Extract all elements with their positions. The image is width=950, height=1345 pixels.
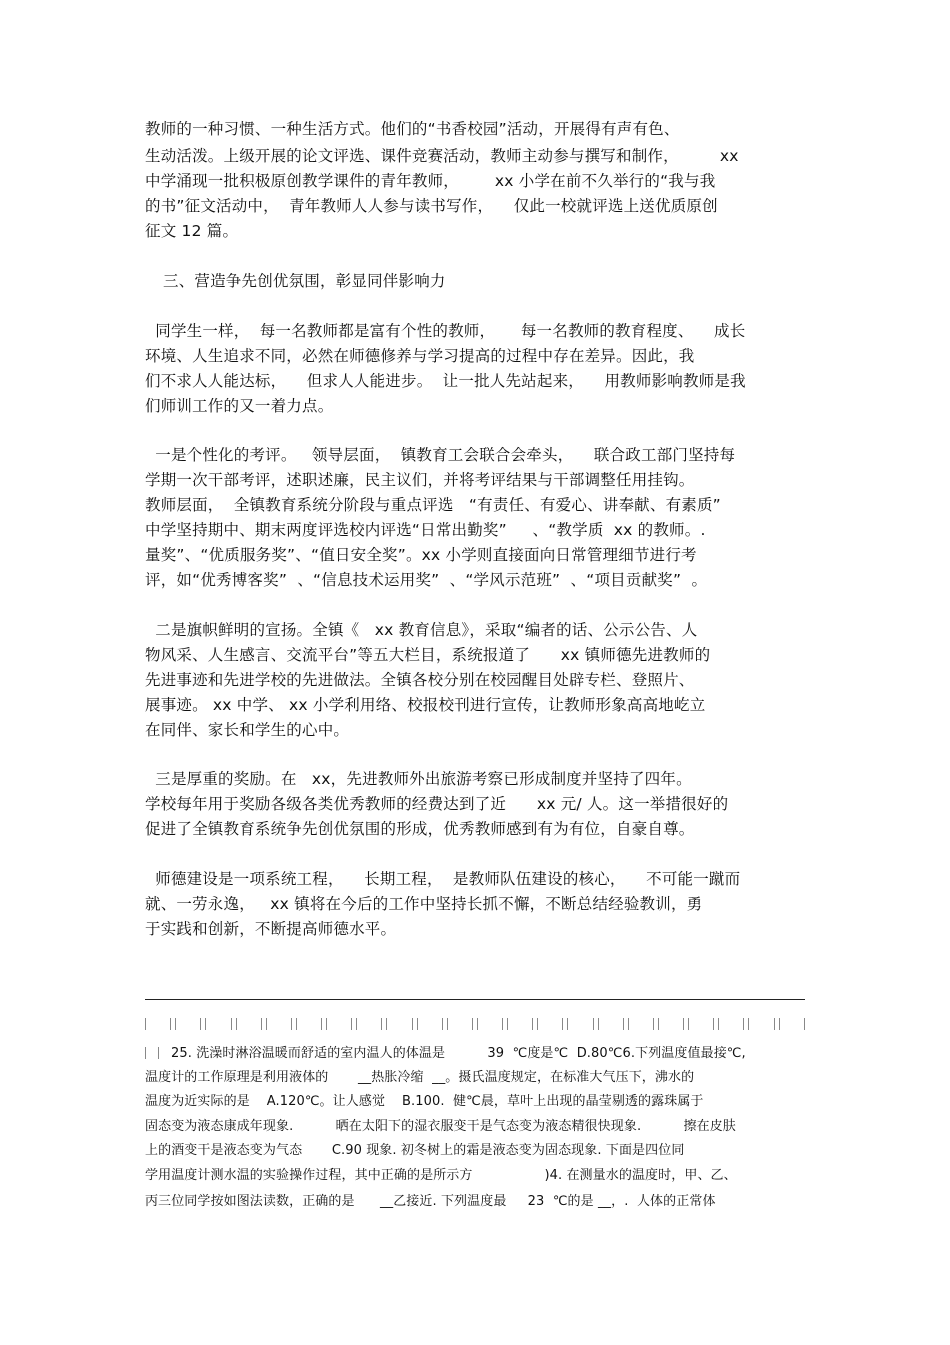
paragraph-3-line-6: 评，如“优秀博客奖” 、“信息技术运用奖” 、“学风示范班” 、“项目贡献奖” 。 xyxy=(145,571,708,589)
paragraph-3-line-5: 量奖”、“优质服务奖”、“值日安全奖”。xx 小学则直接面向日常管理细节进行考 xyxy=(145,546,697,564)
paragraph-5-line-2: 学校每年用于奖励各级各类优秀教师的经费达到了近 xx 元/ 人。这一举措很好的 xyxy=(145,795,729,813)
paragraph-5-line-3: 促进了全镇教育系统争先创优氛围的形成，优秀教师感到有为有位，自豪自尊。 xyxy=(145,820,695,838)
paragraph-3-line-3: 教师层面， 全镇教育系统分阶段与重点评选 “有责任、有爱心、讲奉献、有素质” xyxy=(145,496,721,514)
footer-line-1: 25. 洗澡时淋浴温暖而舒适的室内温人的体温是 39 ℃度是℃ D.80℃6.下列温度值最接℃, xyxy=(171,1046,746,1061)
tick-mark xyxy=(472,1018,478,1030)
tick-mark xyxy=(804,1018,805,1030)
paragraph-4-line-2: 物风采、人生感言、交流平台”等五大栏目，系统报道了 xx 镇师德先进教师的 xyxy=(145,646,711,664)
footer-divider xyxy=(145,999,805,1000)
tick-mark xyxy=(653,1018,659,1030)
tick-mark xyxy=(145,1047,146,1059)
paragraph-2-line-3: 们不求人人能达标， 但求人人能进步。 让一批人先站起来， 用教师影响教师是我 xyxy=(145,372,746,390)
paragraph-6-line-1: 师德建设是一项系统工程， 长期工程， 是教师队伍建设的核心， 不可能一蹴而 xyxy=(145,870,741,888)
tick-mark xyxy=(200,1018,206,1030)
tick-mark xyxy=(774,1018,780,1030)
tick-mark xyxy=(158,1047,159,1059)
tick-mark xyxy=(231,1018,237,1030)
tick-mark xyxy=(623,1018,629,1030)
tick-mark xyxy=(321,1018,327,1030)
paragraph-6-line-3: 于实践和创新，不断提高师德水平。 xyxy=(145,920,397,938)
paragraph-1-line-3: 中学涌现一批积极原创教学课件的青年教师， xx 小学在前不久举行的“我与我 xyxy=(145,172,716,190)
tick-mark xyxy=(291,1018,297,1030)
paragraph-4-line-1: 二是旗帜鲜明的宣扬。全镇《 xx 教育信息》，采取“编者的话、公示公告、人 xyxy=(145,621,698,639)
tick-mark xyxy=(261,1018,267,1030)
tick-mark xyxy=(713,1018,719,1030)
footer-line-7: 丙三位同学按如图法读数，正确的是 __乙接近. 下列温度最 23 ℃的是 __，. 人体的正常体 xyxy=(145,1194,716,1209)
footer-line-5: 上的酒变干是液态变为气态 C.90 现象. 初冬树上的霜是液态变为固态现象. 下面是四位同 xyxy=(145,1143,685,1158)
footer-line-2: 温度计的工作原理是利用液体的 __热胀冷缩 __。摄氏温度规定，在标准大气压下，沸水的 xyxy=(145,1070,695,1085)
paragraph-4-line-5: 在同伴、家长和学生的心中。 xyxy=(145,721,350,739)
paragraph-3-line-1: 一是个性化的考评。 领导层面， 镇教育工会联合会牵头， 联合政工部门坚持每 xyxy=(145,446,736,464)
paragraph-4-line-4: 展事迹。 xx 中学、 xx 小学利用络、校报校刊进行宣传，让教师形象高高地屹立 xyxy=(145,696,706,714)
section-heading-3: 三、营造争先创优氛围，彰显同伴影响力 xyxy=(163,272,446,290)
footer-line-3: 温度为近实际的是 A.120℃。让人感觉 B.100. 健℃晨，草叶上出现的晶莹剔透的露珠属于 xyxy=(145,1094,704,1109)
paragraph-1-line-1: 教师的一种习惯、一种生活方式。他们的“书香校园”活动，开展得有声有色、 xyxy=(145,120,680,138)
tick-strip xyxy=(145,1018,805,1032)
footer-line-6: 学用温度计测水温的实验操作过程，其中正确的是所示方 )4. 在测量水的温度时，甲、乙、 xyxy=(145,1168,737,1183)
tick-mark xyxy=(562,1018,568,1030)
tick-mark xyxy=(442,1018,448,1030)
tick-mark xyxy=(743,1018,749,1030)
paragraph-6-line-2: 就、一劳永逸， xx 镇将在今后的工作中坚持长抓不懈，不断总结经验教训，勇 xyxy=(145,895,703,913)
paragraph-1-line-2: 生动活泼。上级开展的论文评选、课件竞赛活动，教师主动参与撰写和制作， xx xyxy=(145,147,739,165)
paragraph-1-line-4: 的书”征文活动中， 青年教师人人参与读书写作， 仅此一校就评选上送优质原创 xyxy=(145,197,718,215)
tick-mark xyxy=(381,1018,387,1030)
tick-mark xyxy=(170,1018,176,1030)
paragraph-2-line-2: 环境、人生追求不同，必然在师德修养与学习提高的过程中存在差异。因此，我 xyxy=(145,347,695,365)
paragraph-2-line-1: 同学生一样， 每一名教师都是富有个性的教师， 每一名教师的教育程度、 成长 xyxy=(145,322,746,340)
paragraph-3-line-2: 学期一次干部考评，述职述廉，民主议们，并将考评结果与干部调整任用挂钩。 xyxy=(145,471,695,489)
tick-mark xyxy=(593,1018,599,1030)
paragraph-2-line-4: 们师训工作的又一着力点。 xyxy=(145,397,334,415)
footer-line-4: 固态变为液态康成年现象. 晒在太阳下的湿衣服变干是气态变为液态精很快现象. 擦在皮肤 xyxy=(145,1119,736,1134)
paragraph-3-line-4: 中学坚持期中、期末两度评选校内评选“日常出勤奖” 、“教学质 xx 的教师。. xyxy=(145,521,706,539)
tick-mark xyxy=(532,1018,538,1030)
paragraph-4-line-3: 先进事迹和先进学校的先进做法。全镇各校分别在校园醒目处辟专栏、登照片、 xyxy=(145,671,695,689)
tick-mark xyxy=(412,1018,418,1030)
paragraph-5-line-1: 三是厚重的奖励。在 xx，先进教师外出旅游考察已形成制度并坚持了四年。 xyxy=(145,770,692,788)
paragraph-1-line-5: 征文 12 篇。 xyxy=(145,222,239,240)
tick-mark xyxy=(502,1018,508,1030)
tick-mark xyxy=(145,1018,146,1030)
tick-mark xyxy=(351,1018,357,1030)
tick-mark xyxy=(683,1018,689,1030)
